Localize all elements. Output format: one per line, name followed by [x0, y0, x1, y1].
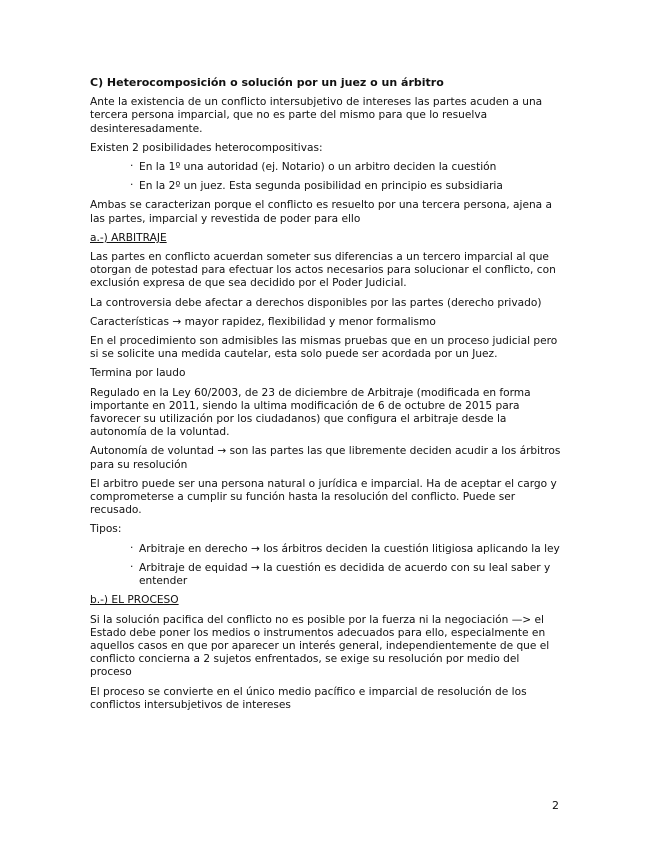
- list-item: · En la 1º una autoridad (ej. Notario) o un arbitro deciden la cuestión: [130, 161, 564, 174]
- bullet-list: [90, 543, 564, 589]
- paragraph: Características → mayor rapidez, flexibilidad y menor formalismo: [90, 315, 436, 328]
- paragraph: Tipos:: [90, 523, 122, 536]
- list-item: · En la 2º un juez. Esta segunda posibilidad en principio es subsidiaria: [130, 180, 564, 193]
- subsection-heading-arbitraje: a.-) ARBITRAJE: [90, 231, 167, 244]
- paragraph: La controversia debe afectar a derechos disponibles por las partes (derecho privado): [90, 296, 542, 309]
- section-heading: C) Heterocomposición o solución por un juez o un árbitro: [90, 76, 444, 89]
- bullet-list: [90, 161, 564, 193]
- paragraph: Si la solución pacifica del conflicto no es posible por la fuerza ni la negociación —> el Estado debe poner los medios o instrumentos adecuados para ello, especialmente en aquellos casos en que por aparecer un interés general, independientemente de que el conflicto concierna a 2 sujetos enfrentados, se exige su resolución por medio del proceso: [90, 613, 550, 679]
- paragraph: El arbitro puede ser una persona natural o jurídica e imparcial. Ha de aceptar el cargo y comprometerse a cumplir su función hasta la resolución del conflicto. Puede ser recusado.: [90, 477, 557, 517]
- paragraph: En el procedimiento son admisibles las mismas pruebas que en un proceso judicial pero si se solicite una medida cautelar, esta solo puede ser acordada por un Juez.: [90, 335, 558, 361]
- subsection-heading-proceso: b.-) EL PROCESO: [90, 594, 179, 607]
- paragraph: Ante la existencia de un conflicto intersubjetivo de intereses las partes acuden a una tercera persona imparcial, que no es parte del mismo para que lo resuelva desinteresadamente.: [90, 96, 543, 135]
- paragraph: Ambas se caracterizan porque el conflicto es resuelto por una tercera persona, ajena a las partes, imparcial y revestida de poder para ello: [90, 199, 553, 225]
- paragraph: Termina por laudo: [90, 367, 186, 380]
- paragraph: Las partes en conflicto acuerdan someter sus diferencias a un tercero imparcial al que otorgan de potestad para efectuar los actos necesarios para solucionar el conflicto, con exclusión expresa de que sea decidido por el Poder Judicial.: [90, 251, 556, 290]
- page-number: 2: [552, 799, 559, 812]
- paragraph: Regulado en la Ley 60/2003, de 23 de diciembre de Arbitraje (modificada en forma importante en 2011, siendo la ultima modificación de 6 de octubre de 2015 para favorecer su utilización por los ciudadanos) que configura el arbitraje desde la autonomía de la voluntad.: [90, 386, 531, 439]
- paragraph: Autonomía de voluntad → son las partes las que libremente deciden acudir a los árbitros para su resolución: [90, 445, 561, 471]
- list-item: · Arbitraje en derecho → los árbitros deciden la cuestión litigiosa aplicando la ley: [130, 543, 564, 556]
- paragraph: El proceso se convierte en el único medio pacífico e imparcial de resolución de los conflictos intersubjetivos de intereses: [90, 685, 527, 711]
- list-item: · Arbitraje de equidad → la cuestión es decidida de acuerdo con su leal saber y entender: [130, 562, 564, 588]
- paragraph: Existen 2 posibilidades heterocompositivas:: [90, 141, 323, 154]
- document-body: [90, 76, 564, 718]
